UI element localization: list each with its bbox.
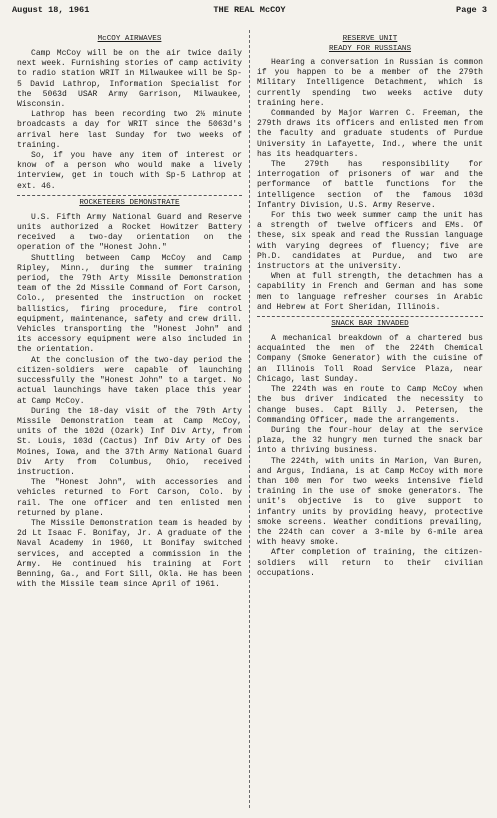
article-paragraph: Camp McCoy will be on the air twice daily next week. Furnishing stories of camp activity to radio station WRIT in Milwaukee will be Sp-5 David Lathrop, Information Specialist for the 5063d USAR Army Garrison, Milwaukee, Wisconsin. — [17, 49, 242, 110]
page-header — [12, 5, 487, 19]
article-paragraph: Lathrop has been recording two 2½ minute broadcasts a day for WRIT since the 5063d's arrival here last Sunday for two weeks of training. — [17, 110, 242, 150]
page-number: Page 3 — [456, 5, 487, 15]
article-paragraph: During the 18-day visit of the 79th Arty Missile Demonstration team at Camp McCoy, units of the 102d (Ozark) Inf Div Arty, from St. Louis, 103d (Cactus) Inf Div Arty of Des Moines, Iowa, and the 37th Army National Guard Div Arty from Columbus, Ohio, received instruction. — [17, 406, 242, 477]
article-paragraph: The 224th was en route to Camp McCoy when the bus driver indicated the necessity to change buses. Capt Billy J. Petersen, the Commanding Officer, made the arrangements. — [257, 385, 483, 425]
article-title-reserve-unit — [257, 34, 483, 54]
right-column — [257, 34, 483, 579]
article-paragraph: The "Honest John", with accessories and vehicles returned to Fort Carson, Colo. by rail. The one officer and ten enlisted men returned by plane. — [17, 478, 242, 518]
article-paragraph: A mechanical breakdown of a chartered bus acquainted the men of the 224th Chemical Company (Smoke Generator) with the cuisine of an Illinois Toll Road Service Plaza, near Chicago, last Sunday. — [257, 334, 483, 384]
title-line-1: RESERVE UNIT — [342, 35, 398, 43]
article-paragraph: So, if you have any item of interest or know of a person who would make a lively interview, get in touch with Sp-5 Lathrop at ext. 46. — [17, 151, 242, 191]
article-paragraph: Shuttling between Camp McCoy and Camp Ripley, Minn., during the summer training period, the 79th Arty Missile Demonstration team of the 2d Missile Command of Fort Carson, Colo., presented the instruction on rocket ballistics, firing procedure, fire control equipment, maintenance, safety and crew drill. Vehicles transporting the "Honest John" and its accessory equipment were also included in the orientation. — [17, 253, 242, 355]
article-paragraph: The Missile Demonstration team is headed by 2d Lt Isaac F. Bonifay, Jr. A graduate of the Naval Academy in 1960, Lt Bonifay switched services, and accepted a commission in the Army. He continued his training at Fort Benning, Ga., and Fort Sill, Okla. He has been with the Missile team since April of 1961. — [17, 518, 242, 590]
article-title-mccoy-airwaves: McCOY AIRWAVES — [97, 35, 162, 43]
section-rule — [17, 195, 242, 196]
article-paragraph: The 224th, with units in Marion, Van Buren, and Argus, Indiana, is at Camp McCoy with more than 100 men for two weeks intensive field training in the use of smoke generators. The unit's objective is to give support to infantry units by providing heavy, protective smoke screens. Weather conditions prevailing, the 224th can cover a 3-mile by 6-mile area with heavy smoke. — [257, 456, 483, 548]
article-title-rocketeers: ROCKETEERS DEMONSTRATE — [79, 198, 180, 207]
article-paragraph: For this two week summer camp the unit has a strength of twelve officers and EMs. Of these, six speak and read the Russian language with varying degrees of fluency; five are Ph.D. candidates at Purdue, and two are instructors at the university. — [257, 211, 483, 272]
article-paragraph: Hearing a conversation in Russian is common if you happen to be a member of the 279th Military Intelligence Detachment, which is currently spending two weeks active duty training here. — [257, 58, 483, 108]
article-paragraph: At the conclusion of the two-day period the citizen-soldiers were capable of launching successfully the "Honest John" to a target. No actual launchings have taken place this year at Camp McCoy. — [17, 355, 242, 406]
title-line-2: READY FOR RUSSIANS — [328, 45, 412, 53]
article-paragraph: The 279th has responsibility for interrogation of prisoners of war and the performance of battle functions for the intelligence section of the famous 103d Infantry Division, U.S. Army Reserve. — [257, 160, 483, 210]
article-title-snack-bar: SNACK BAR INVADED — [331, 320, 409, 329]
article-paragraph: During the four-hour delay at the service plaza, the 32 hungry men turned the snack bar into a thriving business. — [257, 425, 483, 456]
section-rule — [257, 316, 483, 317]
article-paragraph: When at full strength, the detachmen has a capability in French and German and has some men to language refresher courses in Arabic and Hebrew at Fort Sheridan, Illinois. — [257, 272, 483, 312]
article-paragraph: Commanded by Major Warren C. Freeman, the 279th draws its officers and enlisted men from the faculty and graduate students of Purdue University in Lafayette, Ind., where the unit has its headquarters. — [257, 109, 483, 159]
article-paragraph: U.S. Fifth Army National Guard and Reserve units authorized a Rocket Howitzer Battery received a two-day orientation on the operation of the "Honest John." — [17, 212, 242, 253]
left-column — [17, 34, 242, 590]
column-divider — [249, 30, 250, 808]
issue-date: August 18, 1961 — [12, 5, 90, 15]
article-paragraph: After completion of training, the citizen-soldiers will return to their civilian occupations. — [257, 548, 483, 578]
newsletter-title: THE REAL McCOY — [213, 5, 286, 15]
